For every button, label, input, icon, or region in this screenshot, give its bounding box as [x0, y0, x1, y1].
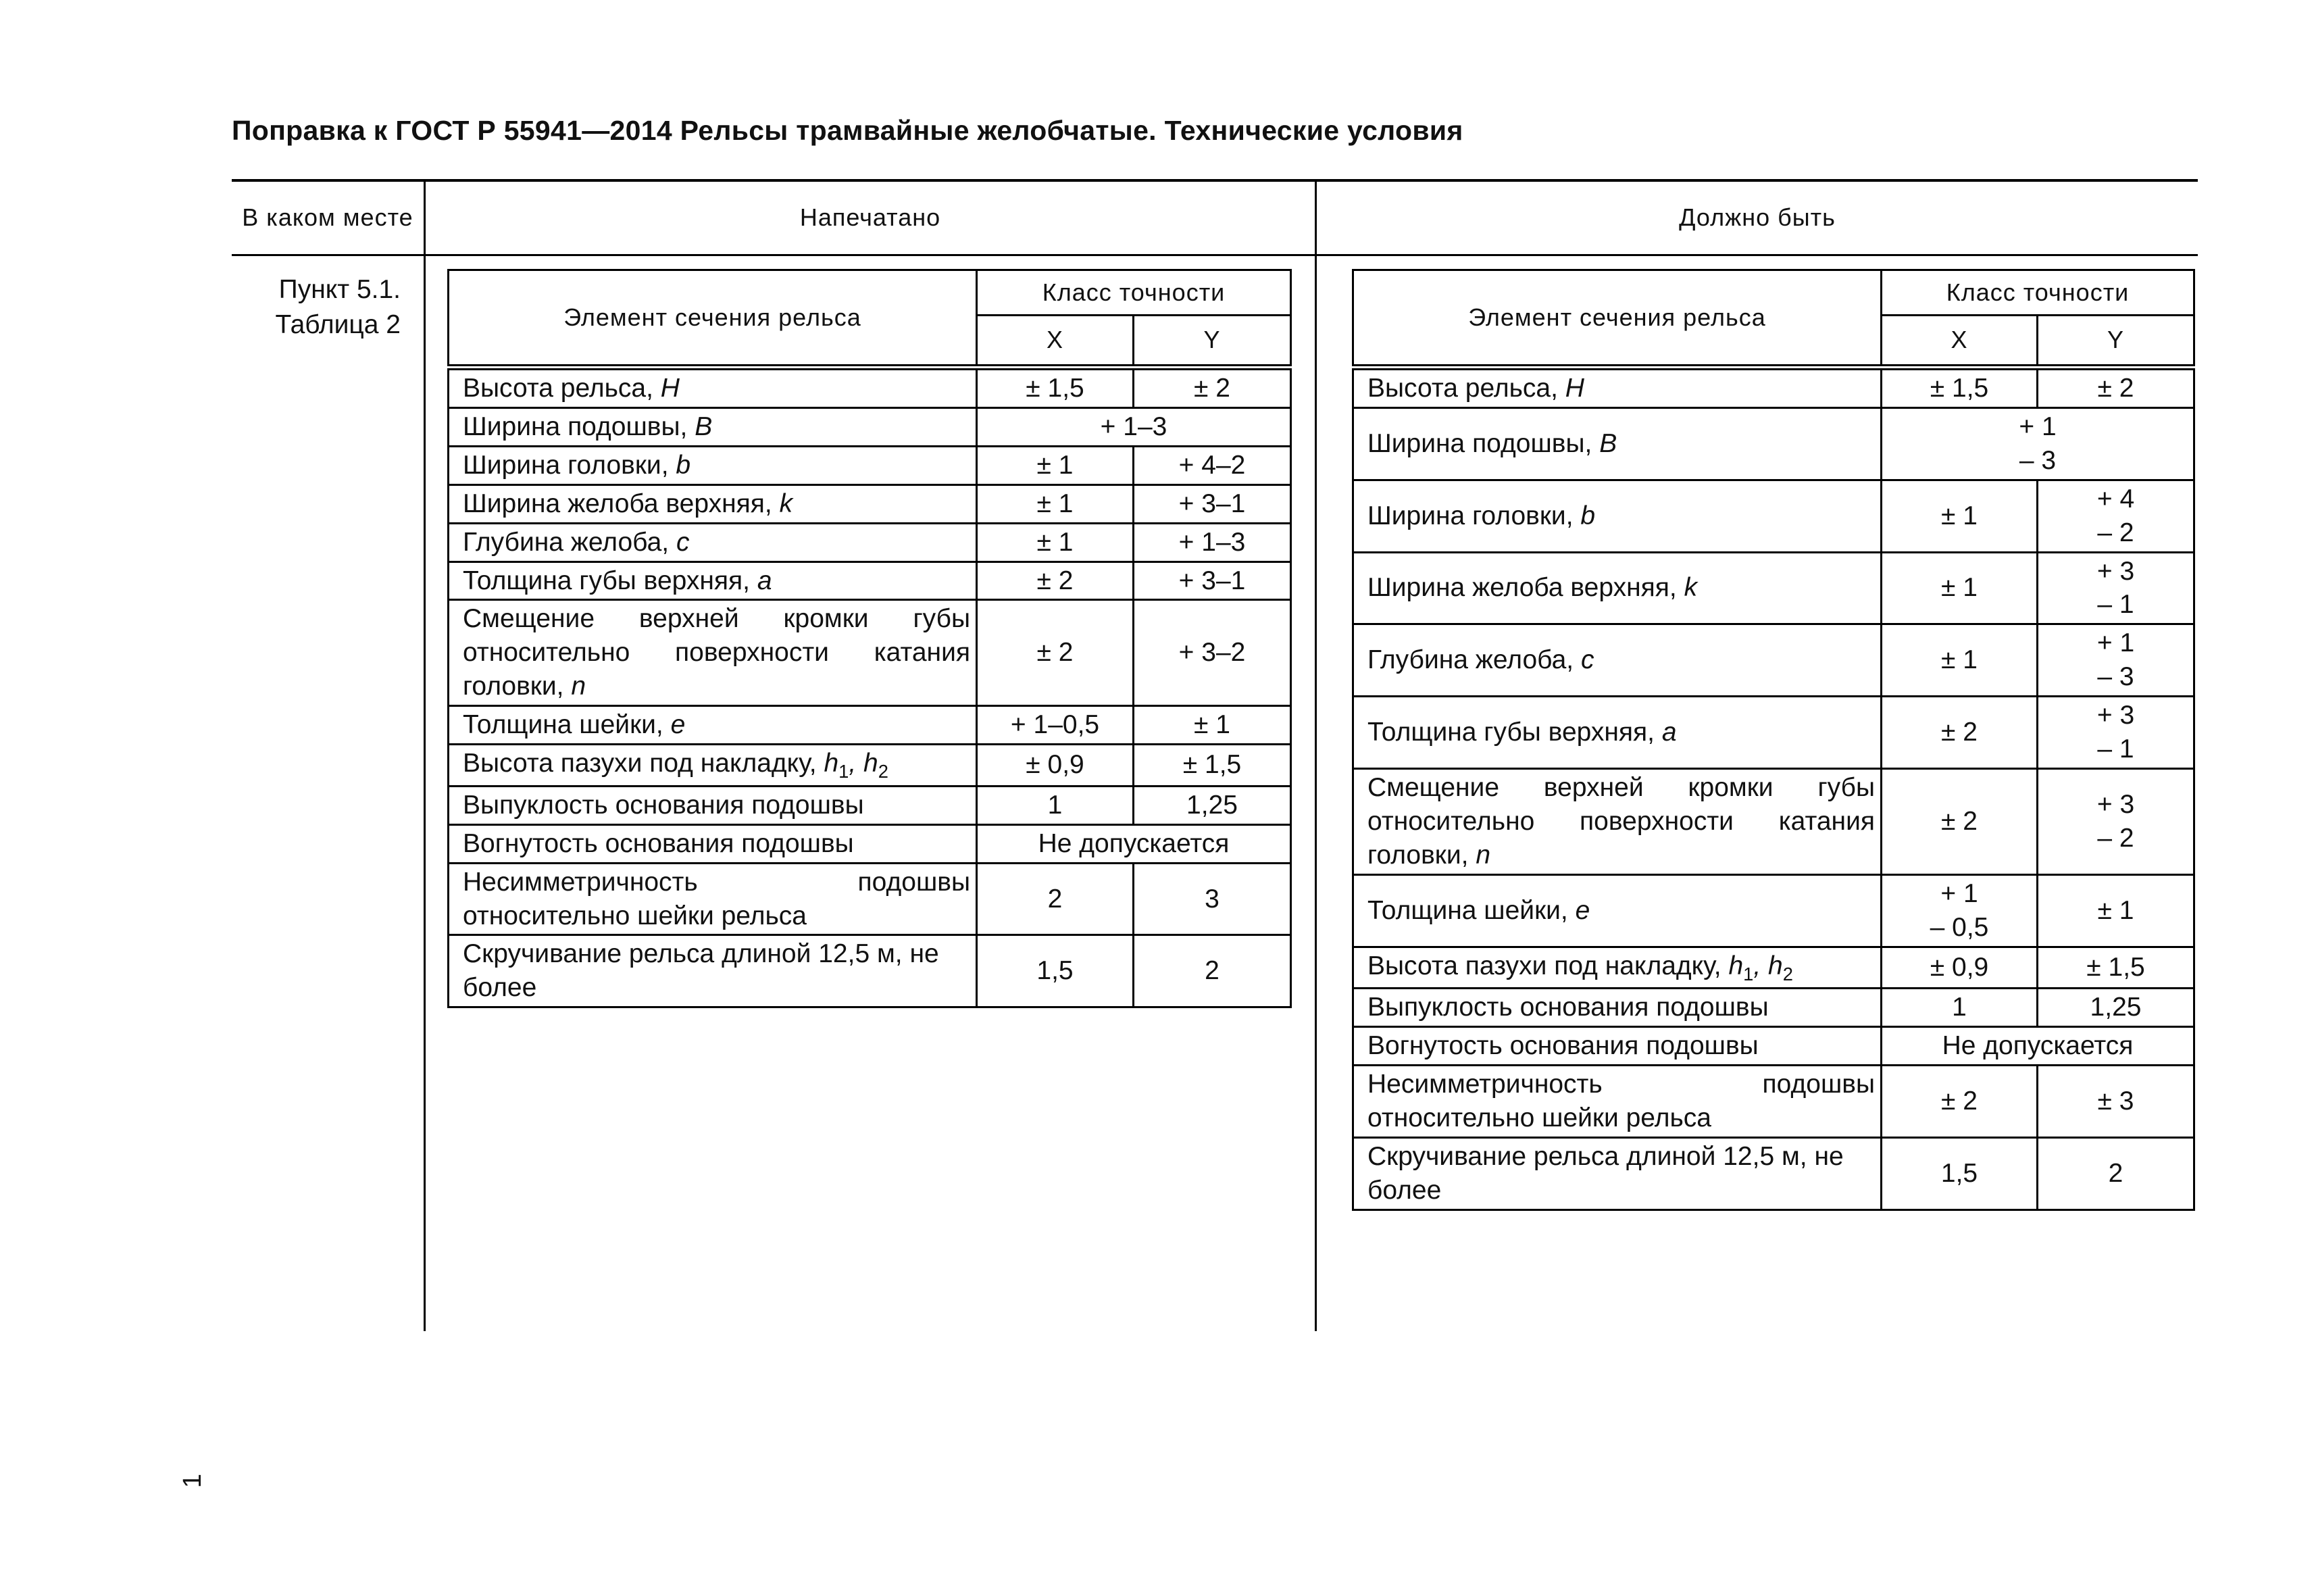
place-table: Таблица 2 — [275, 310, 401, 339]
table-row: Высота пазухи под накладку, $h_1$, $h_2$ ± 0,9 ± 1,5 — [1353, 947, 2194, 989]
corrected-table — [1352, 269, 2195, 1211]
table-row: Высота пазухи под накладку, $h_1$, $h_2$ ± 0,9 ± 1,5 — [449, 745, 1291, 787]
table-row: Толщина губы верхняя, a ± 2 + 3 – 1 — [1353, 697, 2194, 769]
table-row: Смещение верхней кромки губы относительно поверхности катания головки, n ± 2 + 3–2 — [449, 600, 1291, 706]
column-header-printed: Напечатано — [799, 203, 941, 232]
table-row: Выпуклость основания подошвы 1 1,25 — [1353, 989, 2194, 1027]
table-row: Глубина желоба, c ± 1 + 1–3 — [449, 523, 1291, 562]
table-row: Толщина шейки, e + 1 – 0,5 ± 1 — [1353, 874, 2194, 947]
frame-header-rule — [232, 254, 2198, 256]
header-class-y: Y — [1134, 316, 1291, 368]
table-row: Высота рельса, H ± 1,5 ± 2 — [1353, 368, 2194, 408]
header-accuracy-class: Класс точности — [1882, 270, 2194, 316]
header-class-x: X — [1882, 316, 2038, 368]
table-row: Глубина желоба, c ± 1 + 1 – 3 — [1353, 624, 2194, 697]
page-number: 1 — [178, 1473, 207, 1489]
frame-divider-left — [424, 179, 426, 1331]
header-element: Элемент сечения рельса — [449, 270, 977, 368]
table-row: Ширина головки, b ± 1 + 4–2 — [449, 446, 1291, 484]
table-row: Выпуклость основания подошвы 1 1,25 — [449, 786, 1291, 824]
table-row: Вогнутость основания подошвы Не допускается — [449, 824, 1291, 863]
header-class-x: X — [977, 316, 1134, 368]
table-row: Ширина подошвы, B + 1–3 — [449, 407, 1291, 446]
table-row: Несимметричность подошвы относительно шейки рельса ± 2 ± 3 — [1353, 1066, 2194, 1138]
table-row: Ширина подошвы, B + 1 – 3 — [1353, 407, 2194, 480]
column-header-should-be: Должно быть — [1679, 203, 1836, 232]
table-row: Ширина желоба верхняя, k ± 1 + 3 – 1 — [1353, 552, 2194, 624]
document-title: Поправка к ГОСТ Р 55941—2014 Рельсы трамвайные желобчатые. Технические условия — [232, 115, 1463, 146]
table-row: Несимметричность подошвы относительно шейки рельса 2 3 — [449, 863, 1291, 935]
printed-table — [447, 269, 1292, 1008]
column-header-place: В каком месте — [242, 203, 413, 232]
table-row: Толщина шейки, e + 1–0,5 ± 1 — [449, 706, 1291, 745]
header-class-y: Y — [2038, 316, 2194, 368]
table-row: Высота рельса, H ± 1,5 ± 2 — [449, 368, 1291, 408]
table-row: Ширина желоба верхняя, k ± 1 + 3–1 — [449, 484, 1291, 523]
frame-divider-right — [1315, 179, 1317, 1331]
header-accuracy-class: Класс точности — [977, 270, 1291, 316]
table-row: Скручивание рельса длиной 12,5 м, не более 1,5 2 — [1353, 1137, 2194, 1210]
place-clause: Пункт 5.1. — [278, 275, 401, 304]
table-row: Смещение верхней кромки губы относительно поверхности катания головки, n ± 2 + 3 – 2 — [1353, 768, 2194, 874]
header-element: Элемент сечения рельса — [1353, 270, 1882, 368]
table-row: Вогнутость основания подошвы Не допускается — [1353, 1027, 2194, 1066]
place-reference — [232, 272, 401, 343]
table-row: Ширина головки, b ± 1 + 4 – 2 — [1353, 480, 2194, 552]
table-row: Скручивание рельса длиной 12,5 м, не более 1,5 2 — [449, 935, 1291, 1007]
table-row: Толщина губы верхняя, a ± 2 + 3–1 — [449, 562, 1291, 600]
